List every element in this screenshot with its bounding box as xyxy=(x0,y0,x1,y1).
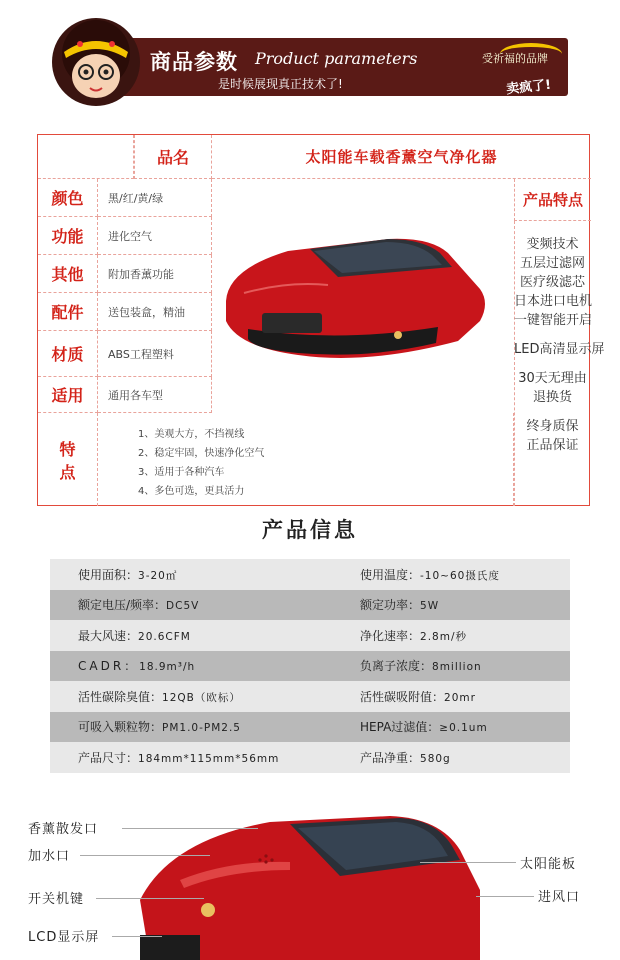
points-label-char-1: 特 xyxy=(59,439,76,459)
leader-line xyxy=(420,862,516,863)
spec-table xyxy=(37,134,605,506)
info-value: DC5V xyxy=(166,600,200,613)
info-title: 产品信息 xyxy=(262,517,358,542)
points-label xyxy=(38,413,98,506)
info-row xyxy=(50,712,570,743)
info-value: 5W xyxy=(420,600,440,613)
info-row xyxy=(50,681,570,712)
point-item: 3、适用于各种汽车 xyxy=(138,467,225,478)
leader-line xyxy=(96,898,204,899)
info-row xyxy=(50,590,570,621)
product-image xyxy=(218,231,508,371)
info-key: 使用温度： xyxy=(360,567,421,582)
banner-title-en: Product parameters xyxy=(255,49,418,68)
info-value: PM1.0-PM2.5 xyxy=(162,722,241,735)
row-label-color: 颜色 xyxy=(38,179,98,217)
info-key: 额定电压/频率： xyxy=(78,598,167,613)
leader-line xyxy=(476,896,534,897)
features-title: 产品特点 xyxy=(514,179,591,221)
row-label-material: 材质 xyxy=(38,331,98,377)
leader-line xyxy=(122,828,258,829)
info-key: 产品尺寸： xyxy=(78,750,139,765)
info-value: 20mr xyxy=(444,691,476,704)
name-label: 品名 xyxy=(134,135,212,179)
info-key: 最大风速： xyxy=(78,628,139,643)
info-key: 活性碳除臭值： xyxy=(78,689,163,704)
row-value-function: 进化空气 xyxy=(98,217,212,255)
info-table xyxy=(50,559,570,773)
info-value: 8million xyxy=(432,661,482,674)
info-value: 12QB（欧标） xyxy=(162,691,241,704)
point-item: 1、美观大方，不挡视线 xyxy=(138,429,245,440)
header-banner xyxy=(50,16,570,100)
leader-line xyxy=(80,855,210,856)
info-key: 净化速率： xyxy=(360,628,421,643)
info-row xyxy=(50,651,570,682)
feature-item: 医疗级滤芯 xyxy=(519,275,585,290)
features-list xyxy=(514,235,605,455)
label-water-inlet: 加水口 xyxy=(28,849,71,864)
info-key: CADR： xyxy=(78,659,140,674)
info-key: HEPA过滤值： xyxy=(360,720,440,735)
row-value-accessory: 送包装盒，精油 xyxy=(98,293,212,331)
name-blank-cell xyxy=(38,135,134,179)
info-key: 产品净重： xyxy=(360,750,421,765)
point-item: 4、多色可选，更具活力 xyxy=(138,486,245,497)
feature-item: 终身质保 xyxy=(526,419,579,434)
info-value: 3-20㎡ xyxy=(138,569,178,582)
info-key: 负离子浓度： xyxy=(360,659,433,674)
row-label-other: 其他 xyxy=(38,255,98,293)
label-aroma-outlet: 香薰散发口 xyxy=(28,822,99,837)
info-value: 580g xyxy=(420,752,451,765)
feature-item: 正品保证 xyxy=(526,438,579,453)
info-key: 可吸入颗粒物： xyxy=(78,720,163,735)
info-value: -10~60摄氏度 xyxy=(420,569,500,582)
feature-item: 30天无理由 xyxy=(518,371,587,386)
banner-title: 商品参数 xyxy=(150,50,238,74)
leader-line xyxy=(112,936,162,937)
feature-item: 日本进口电机 xyxy=(514,294,593,309)
row-label-accessory: 配件 xyxy=(38,293,98,331)
points-list xyxy=(138,425,264,501)
info-row xyxy=(50,559,570,590)
points-label-char-2: 点 xyxy=(59,462,76,482)
info-row xyxy=(50,742,570,773)
feature-item: LED高清显示屏 xyxy=(514,342,605,357)
info-value: 2.8m/秒 xyxy=(420,630,467,643)
banner-subtitle: 是时候展现真正技术了! xyxy=(218,77,343,91)
info-key: 额定功率： xyxy=(360,598,421,613)
banner-tag: 卖疯了! xyxy=(505,77,552,98)
feature-item: 五层过滤网 xyxy=(519,256,585,271)
row-label-fit: 适用 xyxy=(38,377,98,413)
row-label-function: 功能 xyxy=(38,217,98,255)
info-value: 18.9m³/h xyxy=(139,661,196,674)
row-value-color: 黑/红/黄/绿 xyxy=(98,179,212,217)
info-value: ≥0.1um xyxy=(439,722,488,735)
point-item: 2、稳定牢固，快速净化空气 xyxy=(138,448,265,459)
info-key: 使用面积： xyxy=(78,567,139,582)
label-power-button: 开关机键 xyxy=(28,892,85,907)
label-air-inlet: 进风口 xyxy=(538,890,581,905)
banner-brand: 受祈福的品牌 xyxy=(482,52,548,65)
info-value: 20.6CFM xyxy=(138,630,191,643)
mascot-avatar-icon xyxy=(50,16,142,108)
label-solar-panel: 太阳能板 xyxy=(520,857,577,872)
row-value-other: 附加香薰功能 xyxy=(98,255,212,293)
name-value: 太阳能车载香薰空气净化器 xyxy=(212,135,591,179)
feature-item: 一键智能开启 xyxy=(514,313,593,328)
product-closeup-image xyxy=(140,810,480,960)
feature-item: 变频技术 xyxy=(526,237,579,252)
info-row xyxy=(50,620,570,651)
label-lcd-screen: LCD显示屏 xyxy=(28,930,100,945)
info-key: 活性碳吸附值： xyxy=(360,689,445,704)
row-value-material: ABS工程塑料 xyxy=(98,331,212,377)
feature-item: 退换货 xyxy=(532,390,572,405)
row-value-fit: 通用各车型 xyxy=(98,377,212,413)
info-value: 184mm*115mm*56mm xyxy=(138,752,280,765)
